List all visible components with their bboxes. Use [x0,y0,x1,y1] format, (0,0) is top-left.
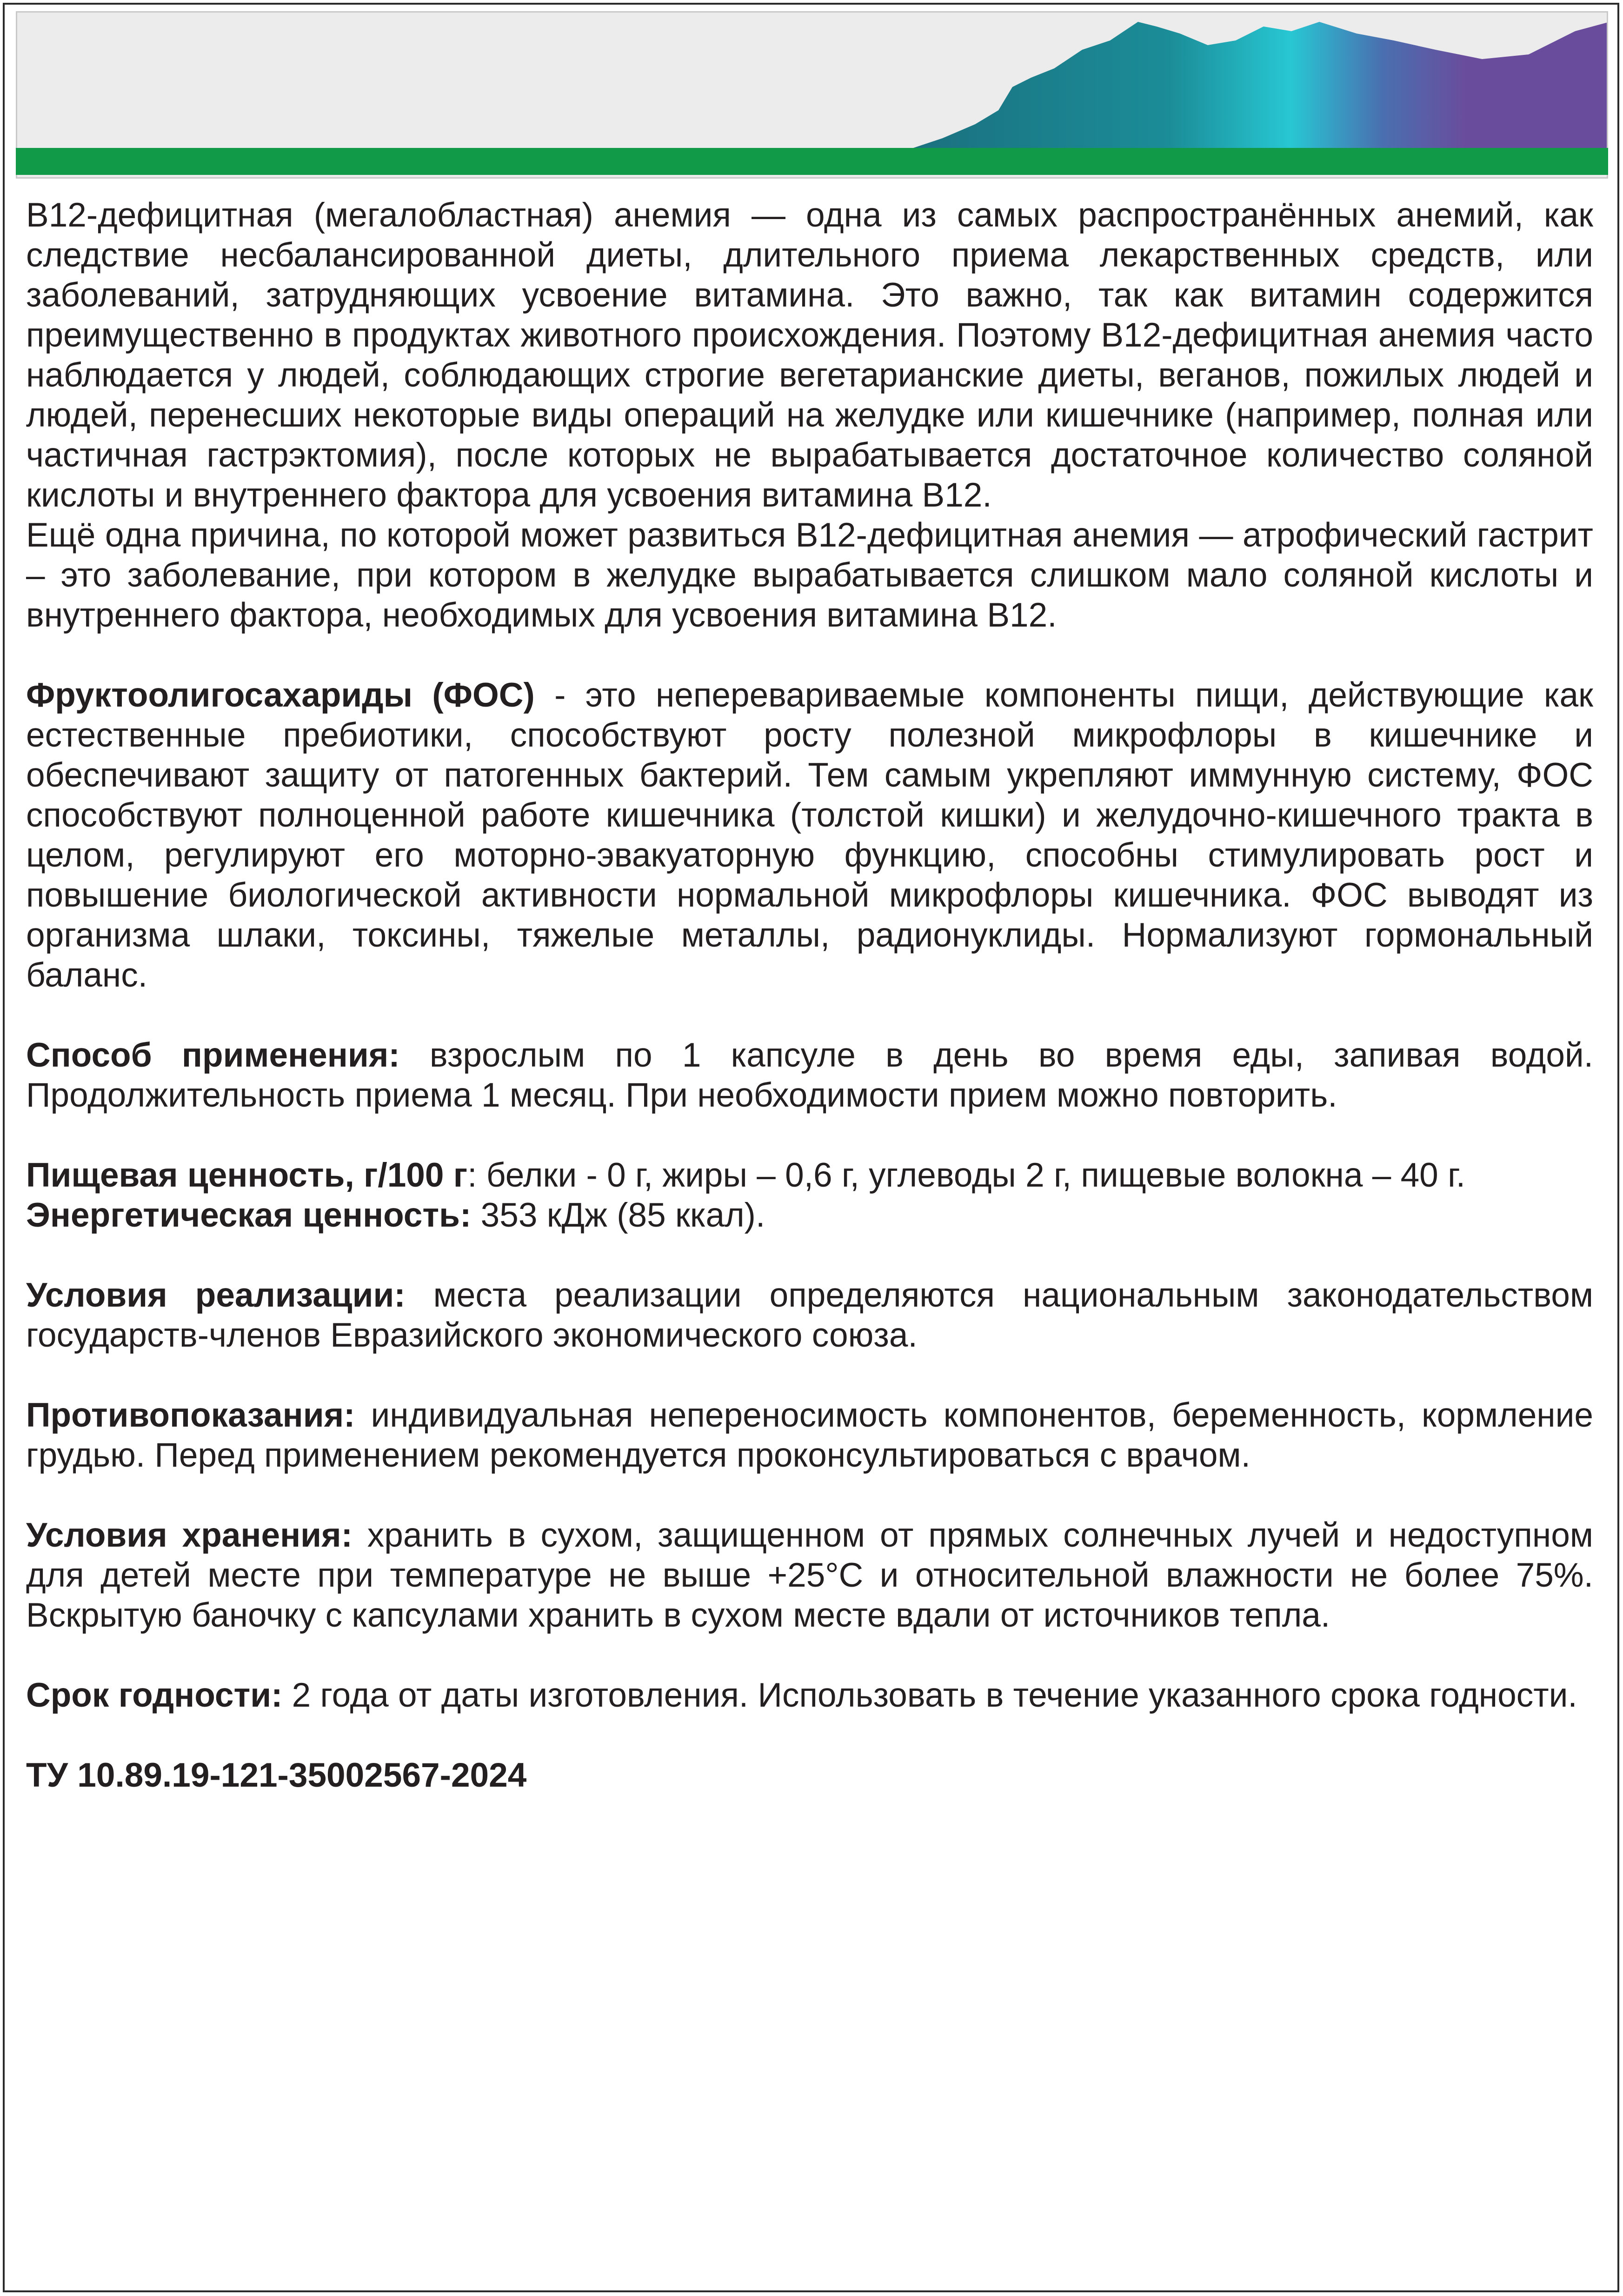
fos-label: Фруктоолигосахариды (ФОС) [26,676,535,714]
paragraph-fos [26,675,1593,995]
sale-text: места реализации определяются национальным законодательством государств-членов Евразийского экономического союза. [26,1276,1593,1354]
energy-text: 353 кДж (85 ккал). [471,1196,765,1234]
tu-code: ТУ 10.89.19-121-35002567-2024 [26,1756,527,1794]
energy-label: Энергетическая ценность: [26,1196,472,1234]
sale-label: Условия реализации: [26,1276,406,1314]
paragraph-shelf-life [26,1675,1593,1715]
shelf-label: Срок годности: [26,1676,283,1714]
nutrition-text: : белки - 0 г, жиры – 0,6 г, углеводы 2 г, пищевые волокна – 40 г. [467,1156,1466,1194]
storage-label: Условия хранения: [26,1516,353,1554]
shelf-text: 2 года от даты изготовления. Использовать в течение указанного срока годности. [282,1676,1577,1714]
nutrition-label: Пищевая ценность, г/100 г [26,1156,468,1194]
paragraph-nutrition [26,1155,1593,1195]
contra-text: индивидуальная непереносимость компонентов, беременность, кормление грудью. Перед применением рекомендуется проконсультироваться с врачом. [26,1396,1593,1474]
main-text [26,195,1593,1795]
paragraph-storage [26,1515,1593,1635]
usage-label: Способ применения: [26,1036,400,1074]
paragraph-energy [26,1195,1593,1235]
contra-label: Противопоказания: [26,1396,355,1434]
paragraph-b12-intro: B12-дефицитная (мегалобластная) анемия — одна из самых распространённых анемий, как следствие несбалансированной диеты, длительного приема лекарственных средств, или заболеваний, затрудняющих усвоение витамина. Это важно, так как витамин содержится преимущественно в продуктах животного происхождения. Поэтому B12-дефицитная анемия часто наблюдается у людей, соблюдающих строгие вегетарианские диеты, веганов, пожилых людей и людей, перенесших некоторые виды операций на желудке или кишечнике (например, полная или частичная гастрэктомия), после которых не вырабатывается достаточное количество соляной кислоты и внутреннего фактора для усвоения витамина B12. [26,196,1593,514]
usage-text: взрослым по 1 капсуле в день во время еды, запивая водой. Продолжительность приема 1 месяц. При необходимости прием можно повторить. [26,1036,1593,1114]
paragraph-contraindications [26,1395,1593,1475]
storage-text: хранить в сухом, защищенном от прямых солнечных лучей и недоступном для детей месте при температуре не выше +25°С и относительной влажности не более 75%. Вскрытую баночку с капсулами хранить в сухом месте вдали от источников тепла. [26,1516,1593,1634]
paragraph-sale [26,1275,1593,1355]
paragraph-b12-gastritis: Ещё одна причина, по которой может развиться B12-дефицитная анемия — атрофический гастрит – это заболевание, при котором в желудке вырабатывается слишком мало соляной кислоты и внутреннего фактора, необходимых для усвоения витамина B12. [26,516,1593,634]
mountain-shape [901,22,1608,152]
green-stripe [16,148,1608,175]
paragraph-usage [26,1035,1593,1115]
fos-text: - это неперевариваемые компоненты пищи, действующие как естественные пребиотики, способствуют росту полезной микрофлоры в кишечнике и обеспечивают защиту от патогенных бактерий. Тем самым укрепляют иммунную систему, ФОС способствуют полноценной работе кишечника (толстой кишки) и желудочно-кишечного тракта в целом, регулируют его моторно-эвакуаторную функцию, способны стимулировать рост и повышение биологической активности нормальной микрофлоры кишечника. ФОС выводят из организма шлаки, токсины, тяжелые металлы, радионуклиды. Нормализуют гормональный баланс. [26,676,1593,994]
